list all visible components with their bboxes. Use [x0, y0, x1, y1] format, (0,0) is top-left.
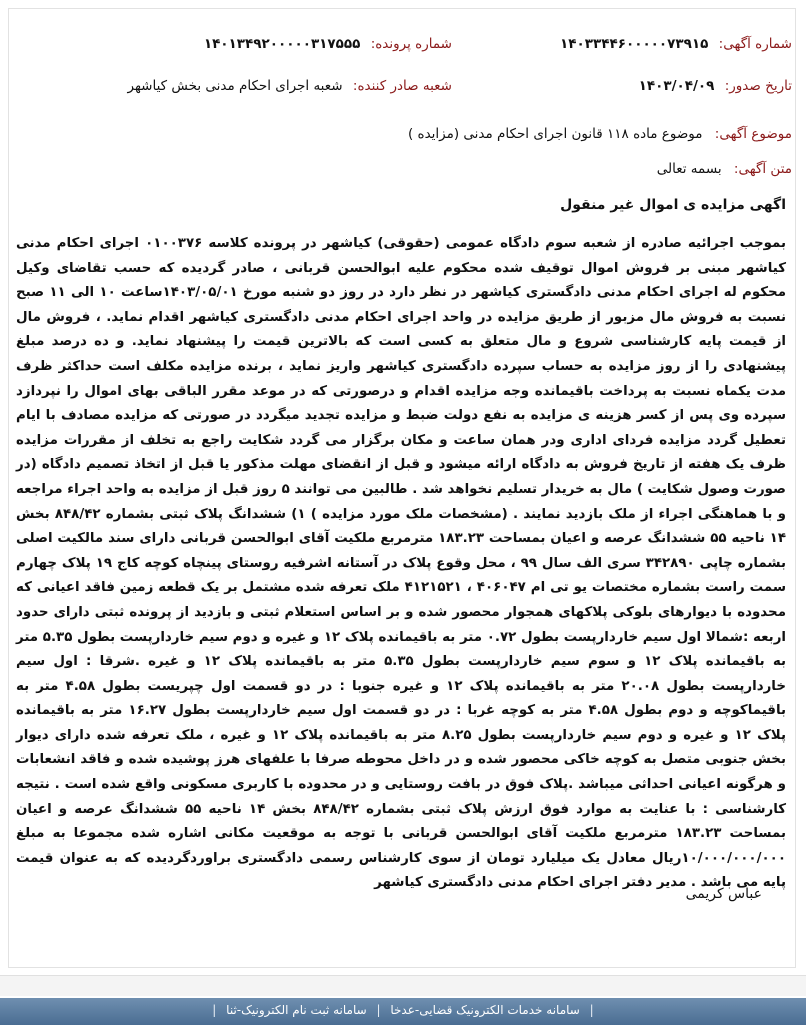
notice-page [14, 14, 792, 964]
page-bottom-strip [0, 975, 806, 996]
issue-date: ۱۴۰۳/۰۴/۰۹ [638, 78, 715, 94]
notice-number: ۱۴۰۳۳۴۴۶۰۰۰۰۰۷۳۹۱۵ [560, 36, 709, 52]
issue-date-label: تاریخ صدور: [724, 78, 792, 94]
footer-link-sana[interactable]: سامانه ثبت نام الکترونیک-ثنا [226, 1003, 367, 1017]
notice-title: اگهی مزایده ی اموال غیر منقول [560, 197, 786, 213]
signature: عباس کریمی [685, 886, 762, 902]
subject-value: موضوع ماده ۱۱۸ قانون اجرای احکام مدنی (مزایده ) [407, 126, 703, 142]
issuer-row [128, 78, 453, 94]
basmala: بسمه تعالی [656, 161, 722, 177]
footer-link-adliran[interactable]: سامانه خدمات الکترونیک قضایی-عدخا [390, 1003, 580, 1017]
issue-date-row [639, 78, 792, 94]
issuer: شعبه اجرای احکام مدنی بخش کیاشهر [127, 78, 343, 94]
issuer-label: شعبه صادر کننده: [352, 78, 452, 94]
text-label: متن آگهی: [733, 161, 792, 177]
case-number: ۱۴۰۱۳۴۹۲۰۰۰۰۰۳۱۷۵۵۵ [203, 36, 361, 52]
notice-number-row [560, 36, 792, 52]
notice-number-label: شماره آگهی: [718, 36, 792, 52]
case-number-label: شماره پرونده: [370, 36, 452, 52]
text-label-row [657, 161, 792, 177]
subject-row [408, 126, 792, 142]
case-number-row [204, 36, 452, 52]
subject-label: موضوع آگهی: [714, 126, 792, 142]
notice-body: بموجب اجرائیه صادره از شعبه سوم دادگاه عمومی (حقوقی) کیاشهر در پرونده کلاسه ۰۱۰۰۳۷۶ اجرای احکام مدنی کیاشهر مبنی بر فروش اموال توقیف شده محکوم علیه ابوالحسن قربانی ، صادر گردیده که حسب تقاضای وکیل محکوم له اجرای احکام مدنی دادگستری کیاشهر در نظر دارد در روز دو شنبه مورخ ۱۴۰۳/۰۵/۰۱ساعت ۱۰ الی ۱۱ صبح نسبت به فروش مال مزبور از طریق مزایده در واحد اجرای احکام مدنی دادگستری کیاشهر اقدام نماید. ، فروش مال از قیمت پایه کارشناسی شروع و مال متعلق به کسی است که بالاترین قیمت را پیشنهاد نماید. و ده درصد مبلغ پیشنهادی را از روز مزایده به حساب سپرده دادگستری کیاشهر واریز نماید ، برنده مزایده مکلف است حداکثر ظرف مدت یکماه نسبت به پرداخت باقیمانده وجه مزایده اقدام و درصورتی که در موعد مقرر الباقی بهای اموال را نپردازد سپرده وی پس از کسر هزینه ی مزایده به نفع دولت ضبط و مزایده تجدید میگردد در صورتی که مزایده مصادف با ایام تعطیل گردد مزایده فردای اداری ودر همان ساعت و مکان برگزار می گردد شکایت راجع به تخلف از مقررات مزایده ظرف یک هفته از تاریخ فروش به دادگاه ارائه میشود و قبل از انقضای مهلت مذکور یا قبل از اتخاذ تصمیم دادگاه (در صورت وصول شکایت ) مال به خریدار تسلیم نخواهد شد . طالبین می توانند ۵ روز قبل از مزایده به واحد اجراء مراجعه و با هماهنگی اجراء از ملک بازدید نمایند . (مشخصات ملک مورد مزایده ) ۱) ششدانگ پلاک ثبتی بشماره ۸۴۸/۴۲ بخش ۱۴ ناحیه ۵۵ ششدانگ عرصه و اعیان بمساحت ۱۸۳.۲۳ مترمربع ملکیت آقای ابوالحسن قربانی دارای سند مالکیت اصلی بشماره چاپی ۳۴۲۸۹۰ سری الف سال ۹۹ ، محل وقوع پلاک در آستانه اشرفیه روستای پینچاه کوچه کاج ۱۹ پلاک چهارم سمت راست بشماره مختصات یو تی ام ۴۰۶۰۴۷ ، ۴۱۲۱۵۲۱ ملک تعرفه شده مشتمل بر یک قطعه زمین فاقد اعیانی که محدوده با دیوارهای بلوکی پلاکهای همجوار محصور شده و بر اساس استعلام ثبتی و بازدید از پرونده ثبتی دارای حدود اربعه :شمالا اول سیم خاردارپست بطول ۰.۷۲ متر به باقیمانده پلاک ۱۲ و غیره و دوم سیم خاردارپست بطول ۵.۳۵ متر به باقیمانده پلاک ۱۲ و سوم سیم خاردارپست بطول ۵.۳۵ متر به باقیمانده پلاک ۱۲ و غیره .شرقا : اول سیم خاردارپست بطول ۲۰.۰۸ متر به باقیمانده پلاک ۱۲ و غیره جنوبا : در دو قسمت اول چپریست بطول ۴.۵۸ متر به باقیماکوچه و دوم بطول ۴.۵۸ متر به کوچه غربا : در دو قسمت اول سیم خاردارپست بطول ۱۶.۲۷ متر به باقیمانده پلاک ۱۲ و غیره و دوم سیم خاردارپست بطول ۸.۲۵ متر به باقیمانده پلاک ۱۲ و غیره ، ملک تعرفه شده دارای دیوار بخش جنوبی متصل به کوچه خاکی محصور شده و در داخل محوطه صرفا با علفهای هرز پوشیده شده و فاقد انشعابات و هرگونه اعیانی احداثی میباشد .پلاک فوق در بافت روستایی و در محدوده با کاربری مسکونی واقع شده است . نتیجه کارشناسی : با عنایت به موارد فوق ارزش پلاک ثبتی بشماره ۸۴۸/۴۲ بخش ۱۴ ناحیه ۵۵ ششدانگ عرصه و اعیان بمساحت ۱۸۳.۲۳ مترمربع ملکیت آقای ابوالحسن قربانی با توجه به موقعیت مکانی اشاره شده مجموعا به مبلغ ۱۰/۰۰۰/۰۰۰/۰۰۰ریال معادل یک میلیارد تومان از سوی کارشناس رسمی دادگستری براوردگردیده که به عنوان قیمت پایه می باشد . مدیر دفتر اجرای احکام مدنی دادگستری کیاشهر [16, 236, 787, 891]
footer-bar: | سامانه خدمات الکترونیک قضایی-عدخا | سامانه ثبت نام الکترونیک-ثنا | [0, 998, 806, 1025]
